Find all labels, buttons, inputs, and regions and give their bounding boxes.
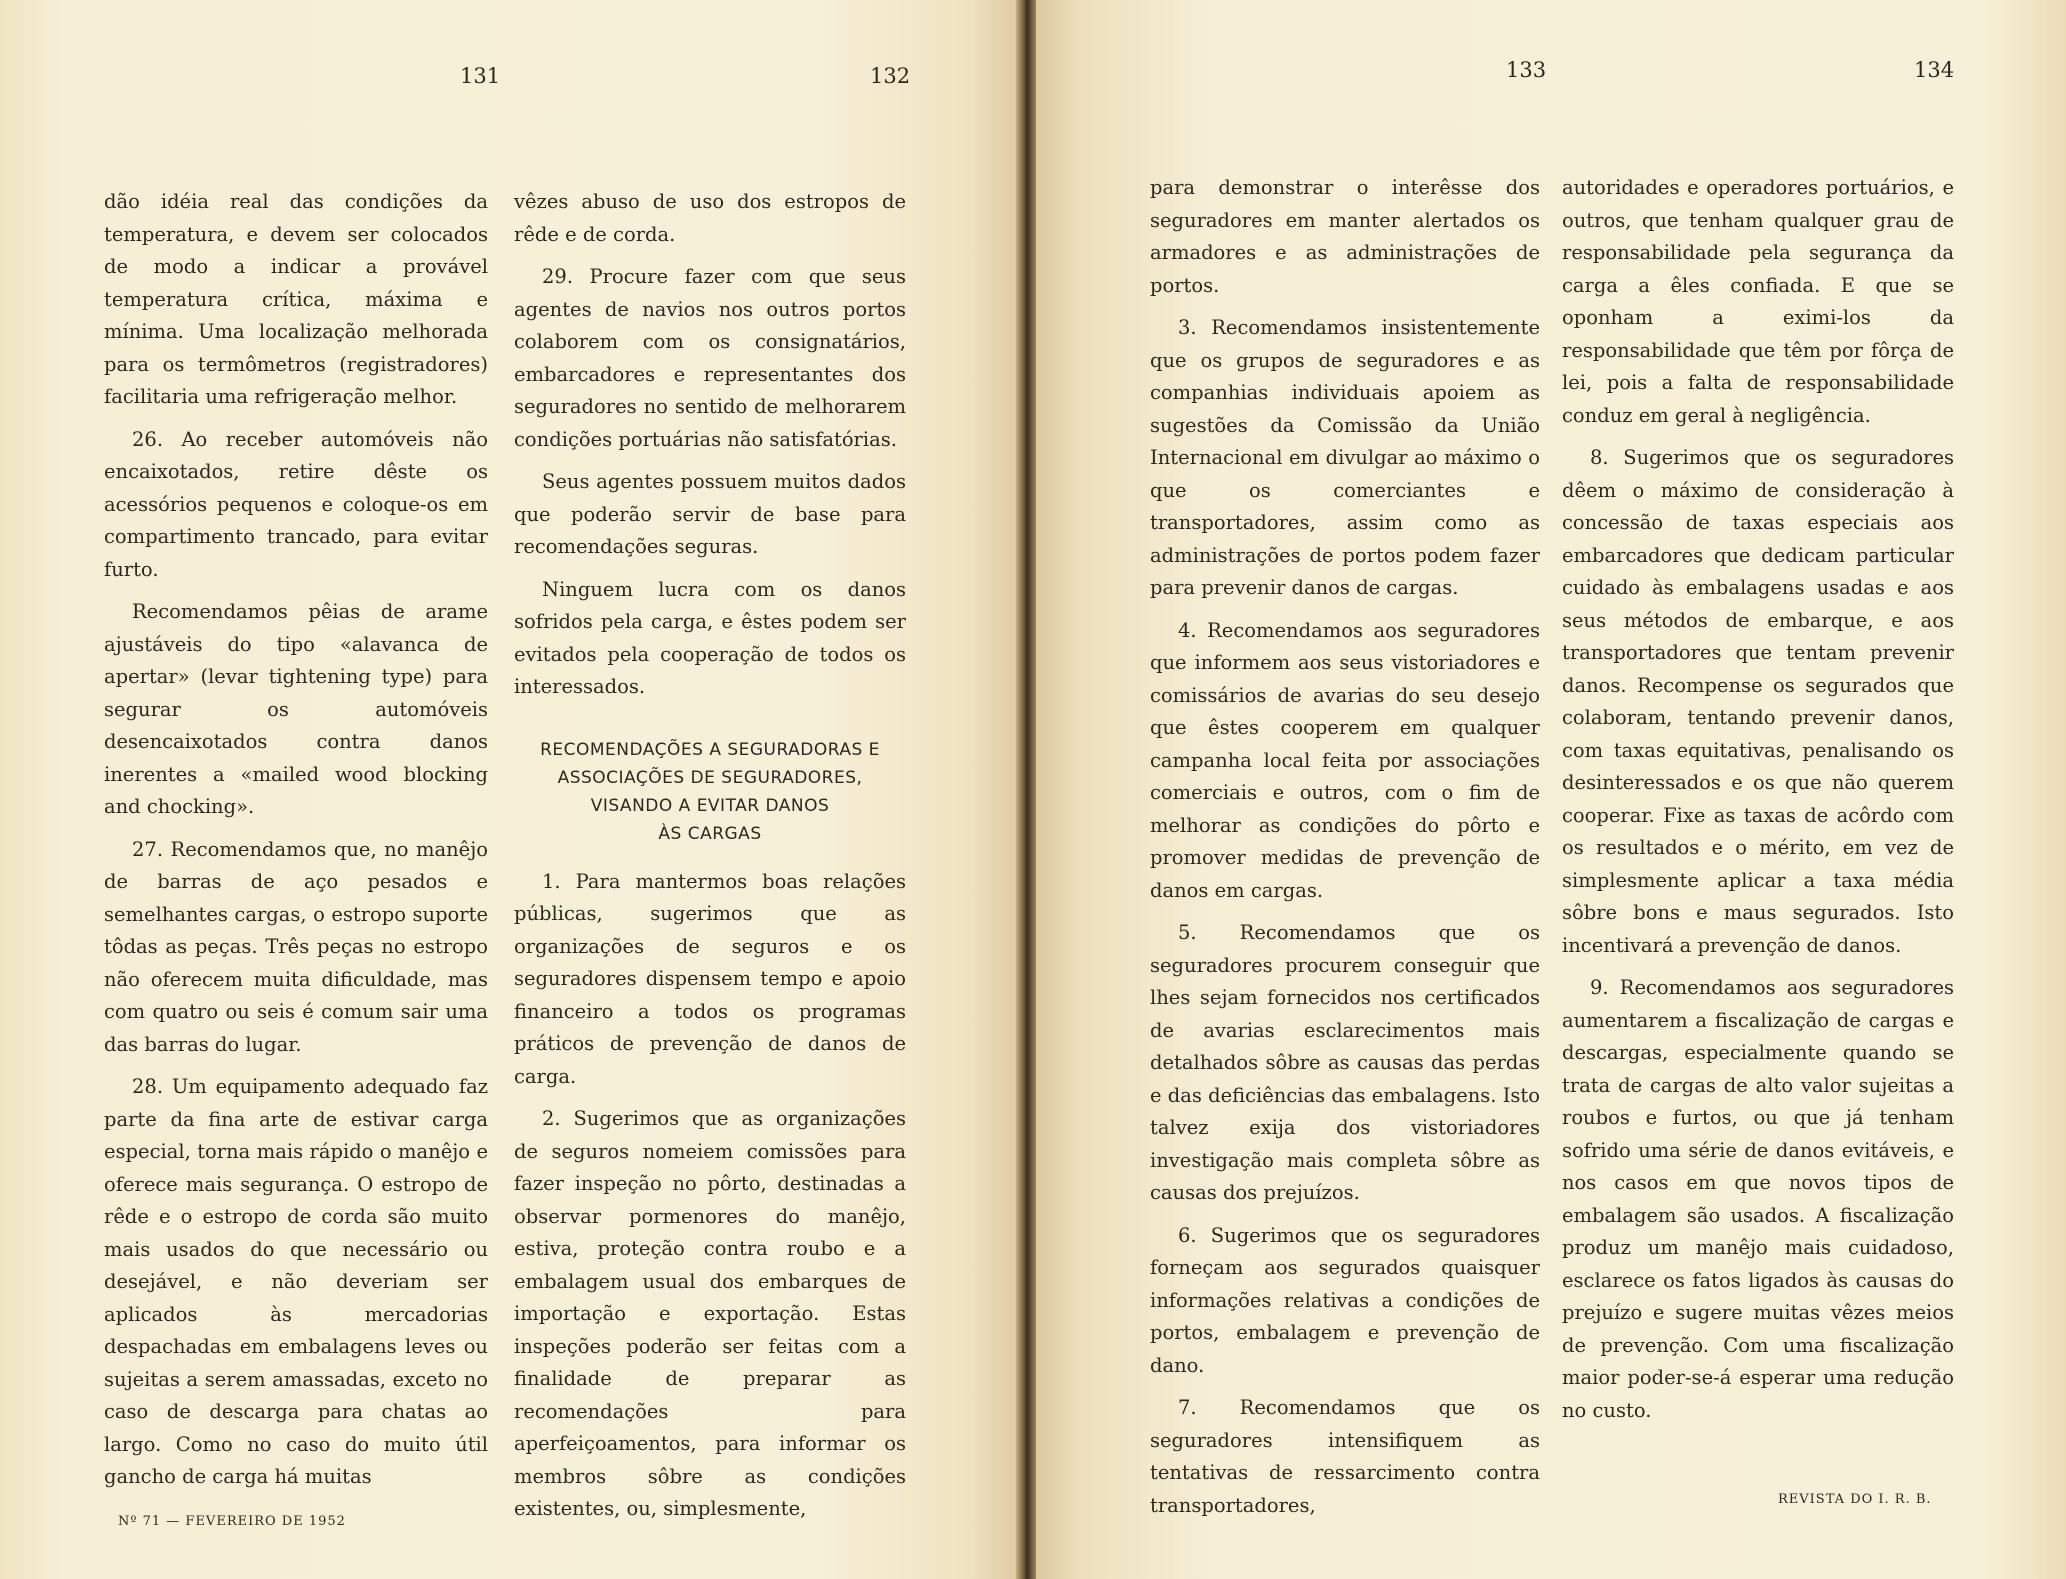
- column-page-134: [1562, 172, 1954, 1437]
- paragraph: 29. Procure fazer com que seus agentes de navios nos outros portos colaborem com os consignatários, embarcadores e representantes dos seguradores no sentido de melhorarem condições portuárias não satisfatórias.: [514, 265, 906, 451]
- paragraph: 3. Recomendamos insistentemente que os grupos de seguradores e as companhias individuais apoiem as sugestões da Comissão da União Internacional em divulgar ao máximo o que os comerciantes e transportadores, assim como as administrações de portos podem fazer para prevenir danos de cargas.: [1150, 316, 1540, 599]
- paragraph: vêzes abuso de uso dos estropos de rêde e de corda.: [514, 190, 906, 246]
- paragraph: Seus agentes possuem muitos dados que poderão servir de base para recomendações seguras.: [514, 470, 906, 558]
- paragraph: para demonstrar o interêsse dos seguradores em manter alertados os armadores e as administrações de portos.: [1150, 176, 1540, 297]
- heading-line: VISANDO A EVITAR DANOS: [590, 795, 830, 816]
- heading-line: ASSOCIAÇÕES DE SEGURADORES,: [557, 767, 863, 788]
- paragraph: dão idéia real das condições da temperatura, e devem ser colocados de modo a indicar a provável temperatura crítica, máxima e mínima. Uma localização melhorada para os termômetros (registradores) facilitaria uma refrigeração melhor.: [104, 190, 488, 408]
- page-number-134: 134: [1914, 58, 1955, 82]
- page-number-133: 133: [1506, 58, 1547, 82]
- footer-issue: Nº 71 — FEVEREIRO DE 1952: [118, 1514, 346, 1529]
- paragraph: 7. Recomendamos que os seguradores intensifiquem as tentativas de ressarcimento contra transportadores,: [1150, 1396, 1540, 1517]
- paragraph: Recomendamos pêias de arame ajustáveis do tipo «alavanca de apertar» (levar tightening type) para segurar os automóveis desencaixotados contra danos inerentes a «mailed wood blocking and chocking».: [104, 600, 488, 818]
- heading-line: ÀS CARGAS: [658, 823, 762, 844]
- footer-journal: REVISTA DO I. R. B.: [1778, 1492, 1932, 1507]
- page-number-131: 131: [460, 64, 501, 88]
- paragraph: 8. Sugerimos que os seguradores dêem o máximo de consideração à concessão de taxas especiais aos embarcadores que dedicam particular cuidado às embalagens usadas e aos seus métodos de embarque, e aos transportadores que tentam prevenir danos. Recompense os segurados que colaboram, tentando prevenir danos, com taxas equitativas, penalisando os desinteressados e os que não querem cooperar. Fixe as taxas de acôrdo com os resultados e o mérito, em vez de simplesmente aplicar a taxa média sôbre bons e maus segurados. Isto incentivará a prevenção de danos.: [1562, 446, 1954, 957]
- book-gutter: [1016, 0, 1036, 1579]
- paragraph: 27. Recomendamos que, no manêjo de barras de aço pesados e semelhantes cargas, o estropo suporte tôdas as peças. Três peças no estropo não oferecem muita dificuldade, mas com quatro ou seis é comum sair uma das barras do lugar.: [104, 837, 488, 1056]
- section-heading: [514, 736, 906, 848]
- page-number-132: 132: [870, 64, 911, 88]
- paragraph: 26. Ao receber automóveis não encaixotados, retire dêste os acessórios pequenos e coloque-os em compartimento trancado, para evitar furto.: [104, 427, 488, 581]
- paragraph: autoridades e operadores portuários, e outros, que tenham qualquer grau de responsabilidade pela segurança da carga a êles confiada. E que se oponham a eximi-los da responsabilidade que têm por fôrça de lei, pois a falta de responsabilidade conduz em geral à negligência.: [1562, 176, 1954, 427]
- paragraph: Ninguem lucra com os danos sofridos pela carga, e êstes podem ser evitados pela cooperação de todos os interessados.: [514, 577, 906, 698]
- column-page-132: [514, 186, 906, 1536]
- paragraph: 1. Para mantermos boas relações públicas, sugerimos que as organizações de seguros e os seguradores dispensem tempo e apoio financeiro a todos os programas práticos de prevenção de danos de carga.: [514, 869, 906, 1088]
- heading-line: RECOMENDAÇÕES A SEGURADORAS E: [540, 739, 880, 760]
- paragraph: 2. Sugerimos que as organizações de seguros nomeiem comissões para fazer inspeção no pôrto, destinadas a observar pormenores do manêjo, estiva, proteção contra roubo e a embalagem usual dos embarques de importação e exportação. Estas inspeções poderão ser feitas com a finalidade de preparar as recomendações para aperfeiçoamentos, para informar os membros sôbre as condições existentes, ou, simplesmente,: [514, 1107, 906, 1520]
- column-page-133: [1150, 172, 1540, 1532]
- paragraph: 4. Recomendamos aos seguradores que informem aos seus vistoriadores e comissários de avarias do seu desejo que êstes cooperem em qualquer campanha local feita por associações comerciais e outros, com o fim de melhorar as condições do pôrto e promover medidas de prevenção de danos em cargas.: [1150, 618, 1540, 902]
- paragraph: 6. Sugerimos que os seguradores forneçam aos segurados quaisquer informações relativas a condições de portos, embalagem e prevenção de dano.: [1150, 1223, 1540, 1377]
- column-page-131: [104, 186, 488, 1504]
- paragraph: 5. Recomendamos que os seguradores procurem conseguir que lhes sejam fornecidos nos certificados de avarias esclarecimentos mais detalhados sôbre as causas das perdas e das deficiências das embalagens. Isto talvez exija dos vistoriadores investigação mais completa sôbre as causas dos prejuízos.: [1150, 921, 1540, 1204]
- paragraph: 28. Um equipamento adequado faz parte da fina arte de estivar carga especial, torna mais rápido o manêjo e oferece mais segurança. O estropo de rêde e o estropo de corda são muito mais usados do que necessário ou desejável, e não deveriam ser aplicados às mercadorias despachadas em embalagens leves ou sujeitas a serem amassadas, exceto no caso de descarga para chatas ao largo. Como no caso do muito útil gancho de carga há muitas: [104, 1075, 488, 1488]
- paragraph: 9. Recomendamos aos seguradores aumentarem a fiscalização de cargas e descargas, especialmente quando se trata de cargas de alto valor sujeitas a roubos e furtos, ou que já tenham sofrido uma série de danos evitáveis, e nos casos em que novos tipos de embalagem são usados. A fiscalização produz um manêjo mais cuidadoso, esclarece os fatos ligados às causas do prejuízo e sugere muitas vêzes meios de prevenção. Com uma fiscalização maior poder-se-á esperar uma redução no custo.: [1562, 976, 1954, 1422]
